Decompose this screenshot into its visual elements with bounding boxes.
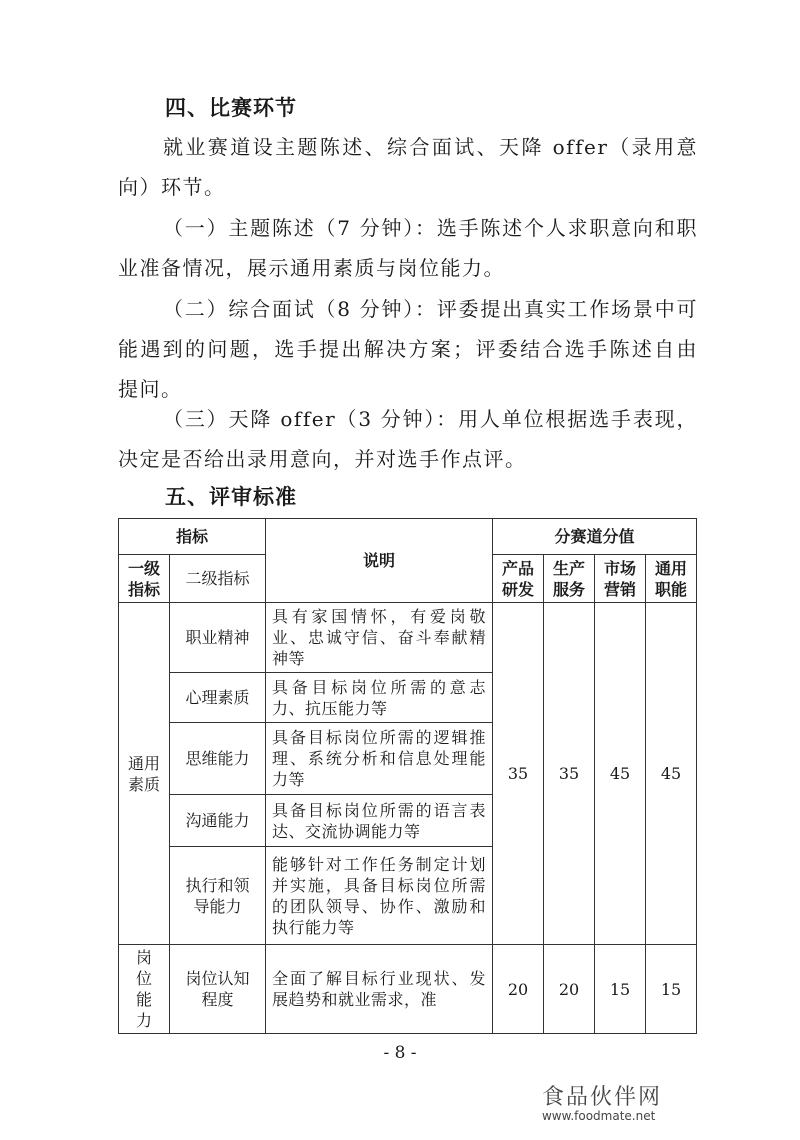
header-track-rd: 产品研发: [493, 555, 544, 603]
header-track-marketing: 市场营销: [595, 555, 646, 603]
header-level1: 一级指标: [119, 555, 170, 603]
section-heading-criteria: 五、评审标准: [165, 485, 297, 509]
paragraph-interview: （二）综合面试（8 分钟）：评委提出真实工作场景中可能遇到的问题，选手提出解决方案；评委结合选手陈述自由提问。: [118, 297, 698, 401]
header-track-general: 通用职能: [646, 555, 697, 603]
table-row: [119, 945, 697, 1034]
criterion-description: 具备目标岗位所需的逻辑推理、系统分析和信息处理能力等: [266, 723, 493, 795]
criterion-name: 沟通能力: [170, 795, 266, 847]
criterion-name: 心理素质: [170, 673, 266, 723]
page-number: - 8 -: [383, 1043, 417, 1063]
criterion-description: 具备目标岗位所需的意志力、抗压能力等: [266, 673, 493, 723]
score-marketing: 45: [595, 603, 646, 945]
criteria-table: [118, 518, 697, 1034]
criterion-name: 职业精神: [170, 603, 266, 673]
criterion-description: 全面了解目标行业现状、发展趋势和就业需求，准: [266, 945, 493, 1034]
header-indicator: 指标: [119, 519, 266, 555]
watermark-text: 食品伙伴网: [541, 1085, 662, 1110]
criterion-description: 具备目标岗位所需的语言表达、交流协调能力等: [266, 795, 493, 847]
paragraph-theme-statement: （一）主题陈述（7 分钟）：选手陈述个人求职意向和职业准备情况，展示通用素质与岗位能力。: [118, 216, 698, 280]
header-track-scores: 分赛道分值: [493, 519, 697, 555]
criterion-name: 执行和领导能力: [170, 847, 266, 945]
score-general: 15: [646, 945, 697, 1034]
score-marketing: 15: [595, 945, 646, 1034]
paragraph-intro: 就业赛道设主题陈述、综合面试、天降 offer（录用意向）环节。: [118, 135, 698, 199]
group-position-ability: 岗位能力: [119, 945, 170, 1034]
table-row: [119, 603, 697, 673]
watermark-logo: [542, 1080, 662, 1123]
criterion-description: 能够针对工作任务制定计划并实施，具备目标岗位所需的团队领导、协作、激励和执行能力等: [266, 847, 493, 945]
header-level2: 二级指标: [170, 555, 266, 603]
group-general-quality: 通用素质: [119, 603, 170, 945]
criterion-name: 思维能力: [170, 723, 266, 795]
criterion-description: 具有家国情怀，有爱岗敬业、忠诚守信、奋斗奉献精神等: [266, 603, 493, 673]
criterion-name: 岗位认知程度: [170, 945, 266, 1034]
header-description: 说明: [266, 519, 493, 603]
header-track-production: 生产服务: [544, 555, 595, 603]
score-production: 35: [544, 603, 595, 945]
score-general: 45: [646, 603, 697, 945]
score-rd: 35: [493, 603, 544, 945]
section-heading-competition-stages: 四、比赛环节: [165, 96, 297, 120]
paragraph-offer: （三）天降 offer（3 分钟）：用人单位根据选手表现，决定是否给出录用意向，并对选手作点评。: [118, 407, 698, 471]
watermark-url: www.foodmate.net: [541, 1109, 656, 1123]
score-production: 20: [544, 945, 595, 1034]
score-rd: 20: [493, 945, 544, 1034]
